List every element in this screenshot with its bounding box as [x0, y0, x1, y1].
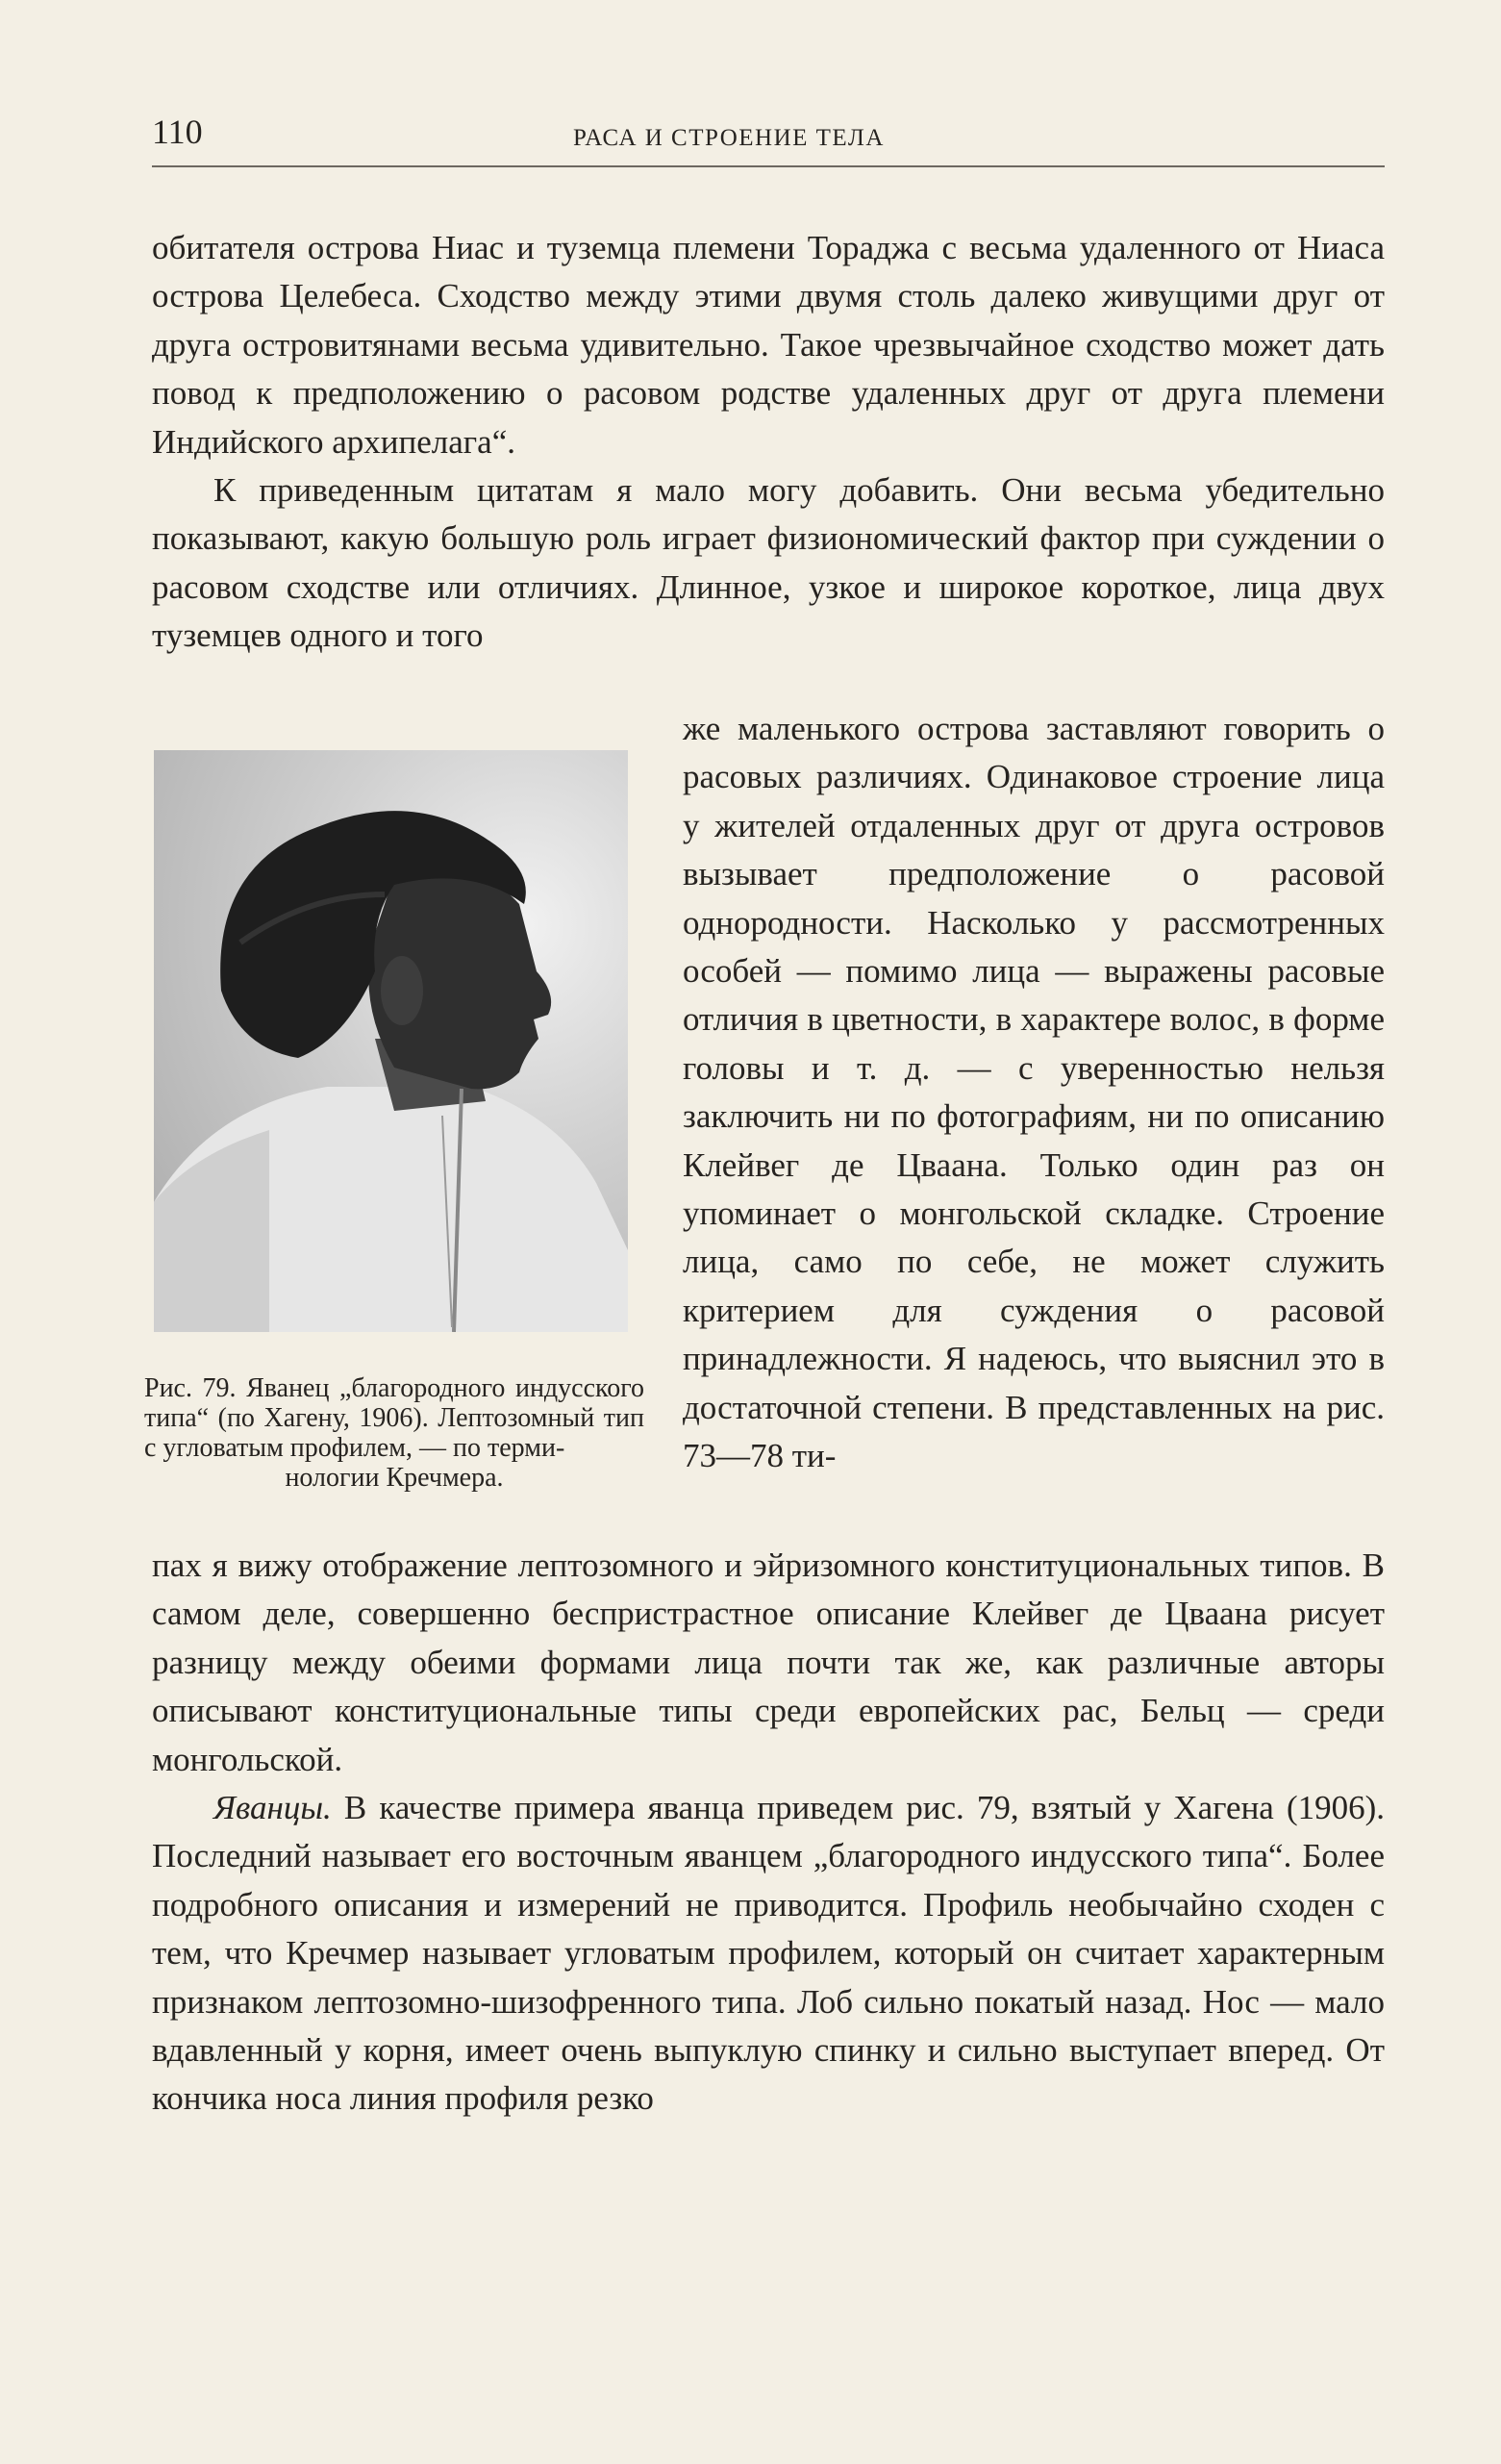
paragraph-continuation: пах я вижу отображение лептозомного и эйризомного конституциональных типов. В самом деле, совершенно беспристрастное описание Клейвег де Цваана рисует разницу между обеими формами лица почти так же, как различные авторы описывают конституциональные типы среди европейских рас, Бельц — среди монгольской. [152, 1546, 1385, 1778]
portrait-illustration [154, 750, 628, 1332]
paragraph-quote-end: обитателя острова Ниас и туземца племени Тораджа с весьма удаленного от Ниаса острова Целебеса. Сходство между этими двумя столь далеко живущими друг от друга островитянами весьма удивительно. Такое чрезвычайное сходство может дать повод к предположению о расовом родстве удаленных друг от друга племени Индийского архипелага“. [152, 229, 1385, 461]
figure-caption [144, 1373, 644, 1493]
paragraph-javanese [152, 1784, 1385, 2124]
caption-text: Рис. 79. Яванец „благородного индусского типа“ (по Хагену, 1906). Лептозомный тип с угловатым профилем, — по терми- [144, 1373, 644, 1463]
text-wrap-right: же маленького острова заставляют говорить о расовых различиях. Одинаковое строение лица у жителей отдаленных друг от друга островов вызывает предположение о расовой однородности. Насколько у рассмотренных особей — помимо лица — выражены расовые отличия в цветности, в характере волос, в форме головы и т. д. — с уверенностью нельзя заключить ни по фотографиям, ни по описанию Клейвег де Цваана. Только один раз он упоминает о монгольской складке. Строение лица, само по себе, не может служить критерием для суждения о расовой принадлежности. Я надеюсь, что выяснил это в достаточной степени. В представленных на рис. 73—78 ти- [683, 710, 1385, 1475]
paragraph-javanese-text: В качестве примера яванца приведем рис. 79, взятый у Хагена (1906). Последний называет его восточным яванцем „благородного индусского типа“. Более подробного описания и измерений не приводится. Профиль необычайно сходен с тем, что Кречмер называет угловатым профилем, который он считает характерным признаком лептозомно-шизофренного типа. Лоб сильно покатый назад. Нос — мало вдавленный у корня, имеет очень выпуклую спинку и сильно выступает вперед. От кончика носа линия профиля резко [152, 1789, 1385, 2118]
caption-last-line: нологии Кречмера. [285, 1463, 504, 1493]
header-rule [152, 165, 1385, 167]
page-number: 110 [152, 113, 203, 151]
text-block-bottom [152, 1542, 1385, 2124]
figure-photo [154, 750, 628, 1332]
running-title: РАСА И СТРОЕНИЕ ТЕЛА [573, 125, 885, 151]
text-block-top [152, 224, 1385, 661]
section-lead-word: Яванцы. [213, 1789, 332, 1827]
paragraph-full-width: К приведенным цитатам я мало могу добавить. Они весьма убедительно показывают, какую большую роль играет физиономический фактор при суждении о расовом сходстве или отличиях. Длинное, узкое и широкое короткое, лица двух туземцев одного и того [152, 471, 1385, 655]
